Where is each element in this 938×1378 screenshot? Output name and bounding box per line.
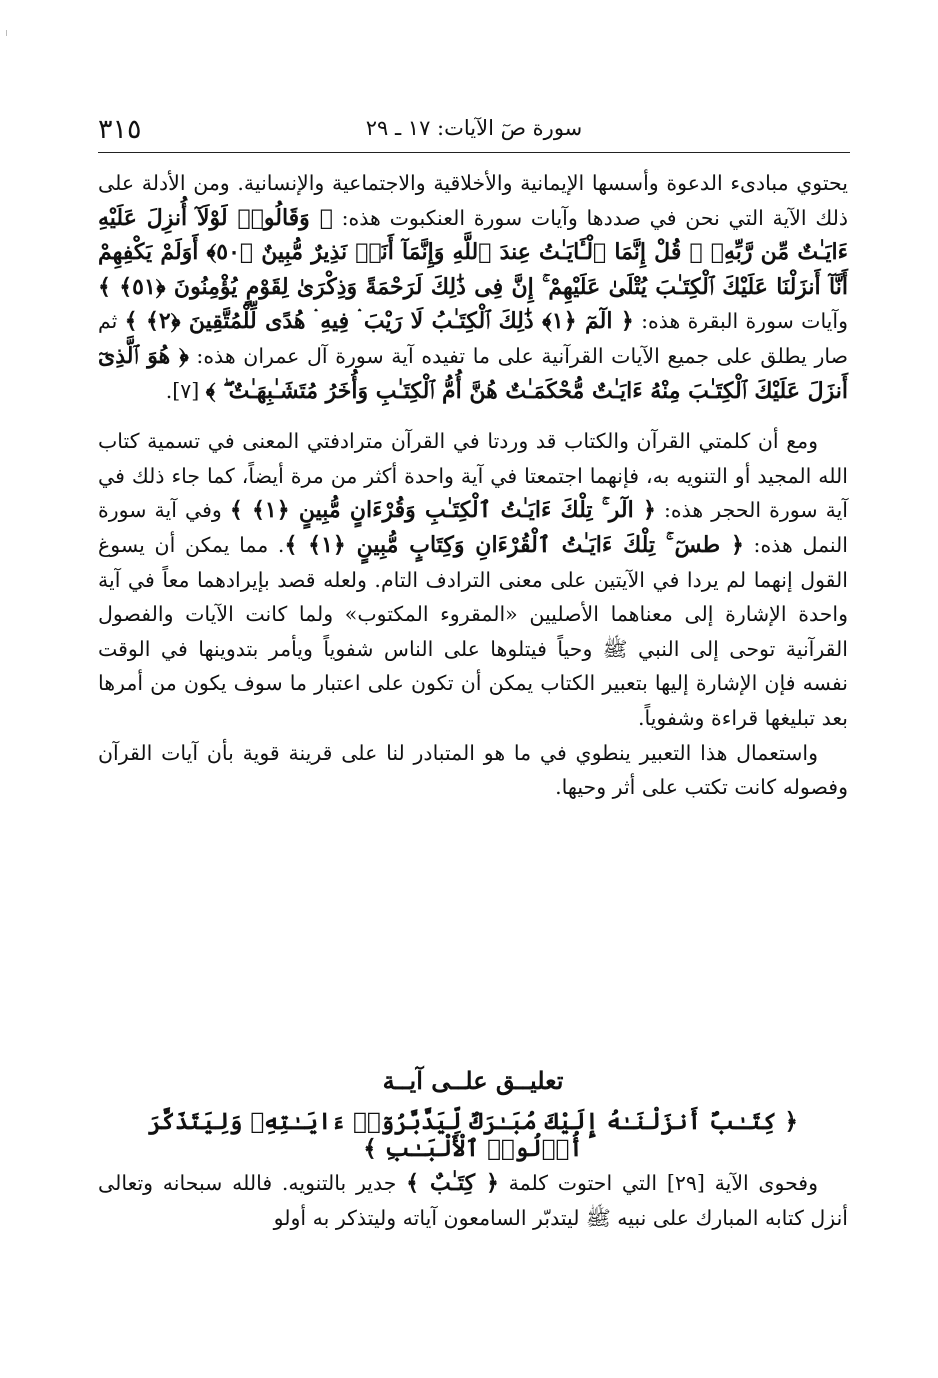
quran-verse: ﴿ الٓمٓ ﴿١﴾ ذَٰلِكَ ٱلْكِتَـٰبُ لَا رَيْبَ ۛ فِيهِ ۛ هُدًى لِّلْمُتَّقِينَ ﴿٢﴾ ﴾ <box>124 308 634 335</box>
paragraph <box>98 424 848 735</box>
text-run: وآيات سورة البقرة هذه: <box>633 309 848 334</box>
quran-verse: ﴿ وَقَالُوا۟ لَوْلَآ أُنزِلَ عَلَيْهِ ءَايَـٰتٌ مِّن رَّبِّهِۦ ۖ قُلْ إِنَّمَا ٱلْـَٔايَـٰتُ عِندَ ٱللَّهِ وَإِنَّمَآ أَنَا۠ نَذِيرٌ مُّبِينٌ ﴿٥٠﴾ أَوَلَمْ يَكْفِهِمْ أَنَّآ أَنزَلْنَا عَلَيْكَ ٱلْكِتَـٰبَ يُتْلَىٰ عَلَيْهِمْ ۚ إِنَّ فِى ذَٰلِكَ لَرَحْمَةً وَذِكْرَىٰ لِقَوْمٍ يُؤْمِنُونَ ﴿٥١﴾ ﴾ <box>98 204 848 300</box>
paragraph: واستعمال هذا التعبير ينطوي في ما هو المتبادر لنا على قرينة قوية بأن آيات القرآن وفصوله كانت تكتب على أثر وحيها. <box>98 740 848 800</box>
quran-verse: ﴿ هُوَ ٱلَّذِىٓ أَنزَلَ عَلَيْكَ ٱلْكِتَـٰبَ مِنْهُ ءَايَـٰتٌ مُّحْكَمَـٰتٌ هُنَّ أُمُّ ٱلْكِتَـٰبِ وَأُخَرُ مُتَشَـٰبِهَـٰتٌ ۖ ﴾ <box>98 342 848 404</box>
main-text <box>98 166 848 805</box>
section-title: تعليــق علــى آيــة <box>382 1066 564 1095</box>
quran-verse: ﴿ الٓر ۚ تِلْكَ ءَايَـٰتُ ٱلْكِتَـٰبِ وَقُرْءَانٍ مُّبِينٍ ﴿١﴾ ﴾ <box>229 497 656 524</box>
text-run: وفحوى الآية [٢٩] التي احتوت كلمة <box>498 1171 819 1195</box>
section-verse: ﴿ كِتَـٰبٌ أَنزَلْنَـٰهُ إِلَيْكَ مُبَـٰرَكٌ لِّيَدَّبَّرُوٓا۟ ءَايَـٰتِهِۦ وَلِيَتَذَكَّرَ أُو۟لُوا۟ ٱلْأَلْبَـٰبِ ﴾ <box>148 1108 798 1162</box>
quran-word: ﴿ كِتَـٰبٌ ﴾ <box>406 1170 499 1196</box>
text-run: [٧]. <box>165 378 206 403</box>
text-run: ثم صار يطلق على جميع الآيات القرآنية على ما تفيده آية سورة آل عمران هذه: <box>98 309 848 368</box>
text-run: يحتوي مبادىء الدعوة وأسسها الإيمانية والأخلاقية والاجتماعية والإنسانية. ومن الأدلة على ذلك الآية التي نحن في صددها وآيات سورة العنكبوت هذه: <box>98 171 848 230</box>
page-number: ٣١٥ <box>98 114 142 145</box>
paragraph <box>98 166 848 408</box>
text-run: وفي آية سورة النمل هذه: <box>98 498 848 557</box>
text-run: جدير بالتنويه. فالله سبحانه وتعالى أنزل كتابه المبارك على نبيه ﷺ ليتدبّر السامعون آياته وليتذكر به أولو <box>98 1171 848 1230</box>
text-run: ومع أن كلمتي القرآن والكتاب قد وردتا في القرآن مترادفتي المعنى في تسمية كتاب الله المجيد أو التنويه به، فإنهما اجتمعتا في آية واحدة أكثر من مرة أيضاً، كما جاء ذلك في آية سورة الحجر هذه: <box>98 429 848 523</box>
text-run: . مما يمكن أن يسوغ القول إنهما لم يردا في الآيتين على معنى الترادف التام. ولعله قصد بإيرادهما معاً في آية واحدة الإشارة إلى معناهما الأصليين «المقروء المكتوب» ولما كانت الآيات والفصول القرآنية توحى إلى النبي ﷺ وحياً فيتلوها على الناس شفوياً ويأمر بتدوينها في الوقت نفسه فإن الإشارة إليها بتعبير الكتاب يمكن أن تكون على اعتبار ما سوف يكون من أمرها بعد تبليغها قراءة وشفوياً. <box>98 532 848 730</box>
quran-verse: ﴿ طسٓ ۚ تِلْكَ ءَايَـٰتُ ٱلْقُرْءَانِ وَكِتَابٍ مُّبِينٍ ﴿١﴾ ﴾ <box>284 531 744 558</box>
scan-mark <box>6 30 7 36</box>
running-title: سورة صٓ الآيات: ١٧ ـ ٢٩ <box>365 116 583 140</box>
section-text <box>98 1166 848 1236</box>
page-header <box>98 112 850 153</box>
